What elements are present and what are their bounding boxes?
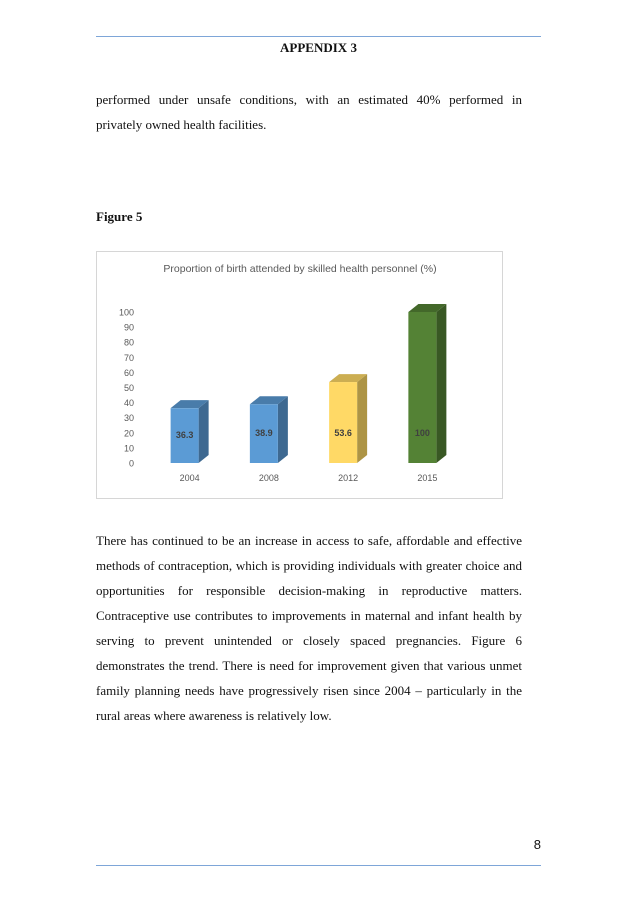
- bar-side-3: [436, 304, 446, 463]
- x-tick-label-2: 2012: [338, 473, 359, 483]
- bar-front-2: [329, 382, 357, 463]
- y-tick-label-0: 0: [128, 458, 134, 469]
- y-tick-label-3: 30: [123, 413, 134, 424]
- x-tick-label-1: 2008: [258, 473, 279, 483]
- x-axis-ticks: [180, 473, 438, 483]
- y-tick-label-10: 100: [118, 307, 134, 318]
- y-axis-ticks: [119, 308, 134, 469]
- figure-label: Figure 5: [96, 209, 143, 224]
- y-tick-label-1: 10: [123, 443, 134, 454]
- page-number: 8: [533, 837, 541, 852]
- bar-side-1: [278, 396, 288, 463]
- paragraph-contraception: There has continued to be an increase in access to safe, affordable and effective methods of contraception, which is providing individuals with greater choice and opportunities for responsible decision-making in reproductive matters. Contraceptive use contributes to improvements in maternal and infant health by serving to prevent unintended or closely spaced pregnancies. Figure 6 demonstrates the trend. There is need for improvement given that various unmet family planning needs have progressively risen since 2004 – particularly in the rural areas where awareness is relatively low.: [96, 533, 522, 723]
- y-tick-label-9: 90: [123, 322, 134, 333]
- header-rule: [96, 36, 541, 37]
- data-label-2: 53.6: [334, 428, 352, 438]
- footer-rule: [96, 865, 541, 866]
- bar-2012: [329, 374, 367, 463]
- bar-2004: [171, 400, 209, 463]
- bar-side-2: [357, 374, 367, 463]
- bar-side-0: [199, 400, 209, 463]
- bar-chart: [97, 252, 502, 498]
- bar-2015: [408, 304, 446, 463]
- bar-2008: [250, 396, 288, 463]
- x-tick-label-0: 2004: [179, 473, 200, 483]
- paragraph-intro: performed under unsafe conditions, with an estimated 40% performed in privately owned health facilities.: [96, 92, 522, 132]
- y-tick-label-7: 70: [123, 352, 134, 363]
- data-label-3: 100: [414, 428, 430, 438]
- chart-container: [96, 251, 503, 499]
- data-label-0: 36.3: [175, 430, 194, 441]
- y-tick-label-2: 20: [123, 428, 134, 439]
- page-header-title: APPENDIX 3: [280, 40, 357, 55]
- chart-title: Proportion of birth attended by skilled health personnel (%): [163, 263, 437, 275]
- x-tick-label-3: 2015: [417, 473, 438, 483]
- bar-front-3: [408, 312, 436, 463]
- y-tick-label-5: 50: [123, 383, 134, 393]
- y-tick-label-4: 40: [123, 398, 134, 409]
- data-label-1: 38.9: [255, 428, 273, 438]
- y-tick-label-8: 80: [123, 337, 134, 348]
- bar-series: [171, 304, 447, 463]
- y-tick-label-6: 60: [123, 367, 134, 378]
